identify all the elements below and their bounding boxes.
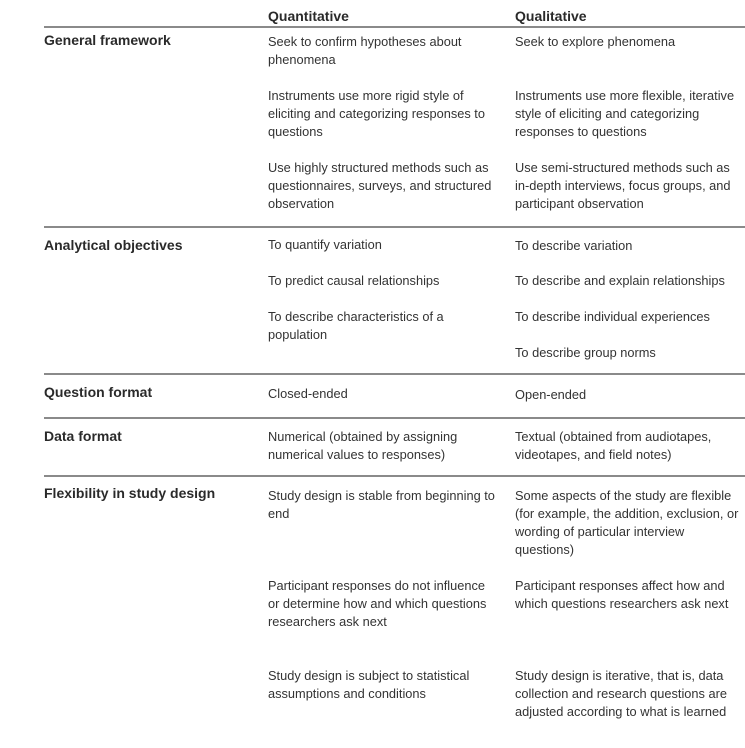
qualitative-cell: Open-ended xyxy=(515,387,587,402)
quantitative-cell: Closed-ended xyxy=(268,386,348,401)
row-label-data-format: Data format xyxy=(44,428,122,444)
quantitative-cell: Seek to confirm hypotheses about phenomena xyxy=(268,34,462,67)
quantitative-cell: Numerical (obtained by assigning numerical values to responses) xyxy=(268,429,458,462)
quantitative-cell: Study design is stable from beginning to end xyxy=(268,488,495,521)
header-divider xyxy=(44,26,745,28)
row-label-question-format: Question format xyxy=(44,384,153,400)
qualitative-cell: Instruments use more flexible, iterative style of eliciting and categorizing responses to questions xyxy=(515,88,735,139)
quantitative-cell: To quantify variation xyxy=(268,237,382,252)
row-divider xyxy=(44,475,745,477)
row-divider xyxy=(44,373,745,375)
quantitative-cell: Study design is subject to statistical assumptions and conditions xyxy=(268,668,470,701)
row-divider xyxy=(44,417,745,419)
quantitative-cell: To describe characteristics of a population xyxy=(268,309,444,342)
row-divider xyxy=(44,226,745,228)
row-label-analytical-objectives: Analytical objectives xyxy=(44,237,183,253)
qualitative-cell: Some aspects of the study are flexible (for example, the addition, exclusion, or wording of particular interview questions) xyxy=(515,488,739,557)
quantitative-cell: Instruments use more rigid style of eliciting and categorizing responses to questions xyxy=(268,88,485,139)
row-label-general-framework: General framework xyxy=(44,32,171,48)
qualitative-cell: Participant responses affect how and which questions researchers ask next xyxy=(515,578,729,611)
quantitative-cell: Use highly structured methods such as questionnaires, surveys, and structured observation xyxy=(268,160,492,211)
qualitative-cell: To describe individual experiences xyxy=(515,309,710,324)
qualitative-cell: Use semi-structured methods such as in-depth interviews, focus groups, and participant observation xyxy=(515,160,731,211)
qualitative-cell: To describe group norms xyxy=(515,345,656,360)
qualitative-cell: Study design is iterative, that is, data collection and research questions are adjusted according to what is learned xyxy=(515,668,727,719)
header-quantitative: Quantitative xyxy=(268,8,349,24)
header-qualitative: Qualitative xyxy=(515,8,587,24)
quantitative-cell: To predict causal relationships xyxy=(268,273,440,288)
qualitative-cell: Textual (obtained from audiotapes, videotapes, and field notes) xyxy=(515,429,712,462)
qualitative-cell: Seek to explore phenomena xyxy=(515,34,676,49)
qualitative-cell: To describe variation xyxy=(515,238,633,253)
row-label-flexibility-in-study-design: Flexibility in study design xyxy=(44,485,216,501)
quantitative-cell: Participant responses do not influence or determine how and which questions researchers ask next xyxy=(268,578,487,629)
qualitative-cell: To describe and explain relationships xyxy=(515,273,725,288)
